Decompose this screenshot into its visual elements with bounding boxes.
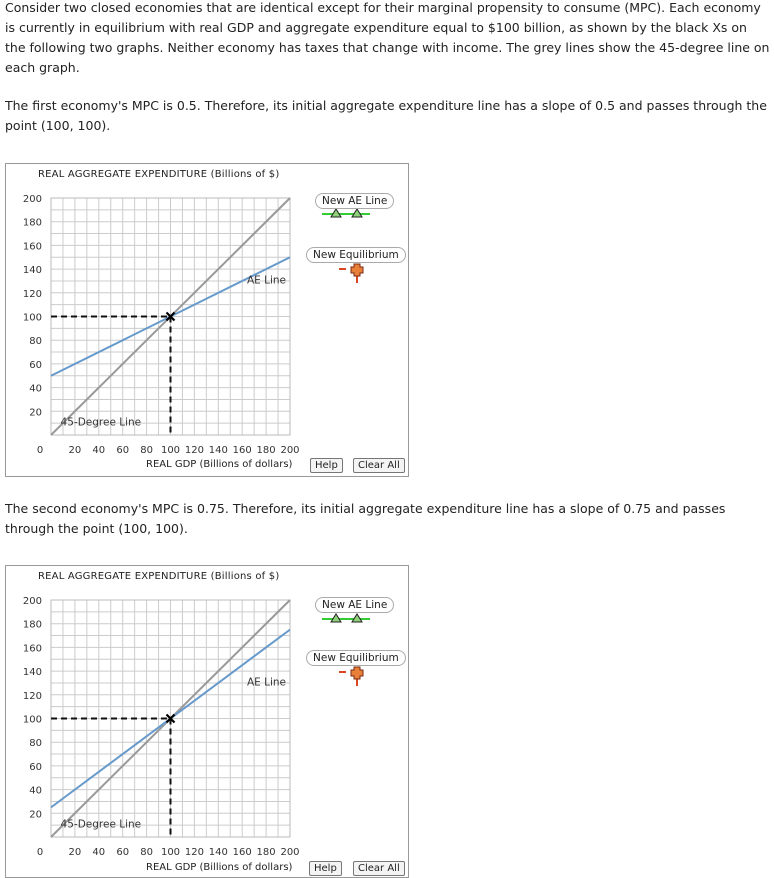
y-tick-label: 40 [29,785,42,797]
y-tick-label: 200 [22,194,42,205]
chart-1 [6,164,410,478]
x-tick-label: 100 [160,847,181,858]
y-tick-label: 180 [22,217,42,229]
y-axis-title: REAL AGGREGATE EXPENDITURE (Billions of $) [38,169,280,180]
ae-line-label: AE Line [246,676,287,689]
help-button[interactable]: Help [310,458,343,473]
economy1-paragraph: The first economy's MPC is 0.5. Therefore, its initial aggregate expenditure line has a slope of 0.5 and passes through the point (100, 100). [5,98,767,133]
origin-label: 0 [36,847,44,858]
y-tick-label: 140 [22,667,42,679]
x-tick-label: 140 [208,847,228,858]
y-tick-label: 80 [29,738,42,750]
x-tick-label: 60 [116,445,130,456]
origin-label: 0 [36,445,44,456]
x-tick-label: 20 [68,445,82,456]
y-tick-label: 40 [29,383,42,395]
clear-all-button[interactable]: Clear All [353,458,405,473]
x-tick-label: 160 [232,847,252,858]
y-tick-label: 200 [22,596,42,607]
y-tick-label: 20 [29,809,42,821]
y-tick-label: 160 [22,241,42,253]
new-equilibrium-tool[interactable]: New Equilibrium [306,247,406,263]
y-tick-label: 100 [22,312,42,324]
x-axis-title: REAL GDP (Billions of dollars) [146,459,293,470]
x-tick-label: 40 [92,445,106,456]
x-axis-title: REAL GDP (Billions of dollars) [146,862,293,873]
new-equilibrium-tool[interactable]: New Equilibrium [306,650,406,666]
new-ae-line-tool[interactable]: New AE Line [315,193,394,209]
ae-line-label: AE Line [246,274,287,287]
x-tick-label: 180 [256,445,276,456]
help-button[interactable]: Help [309,861,342,876]
y-tick-label: 60 [29,761,42,773]
x-tick-label: 80 [140,847,153,858]
y-tick-label: 120 [22,288,42,300]
y-tick-label: 120 [22,690,42,702]
x-tick-label: 200 [280,847,300,858]
degree45-line-label: 45-Degree Line [60,818,142,831]
degree45-line-label: 45-Degree Line [60,416,142,429]
plus-icon [351,667,363,679]
x-tick-label: 100 [160,445,181,456]
x-tick-label: 120 [184,847,204,858]
intro-paragraph: Consider two closed economies that are identical except for their marginal propensity to consume (MPC). Each economy is currently in equilibrium with real GDP and aggregate expenditure equal to $100 billion, as shown by the black Xs on the following two graphs. Neither economy has taxes that change with income. The grey lines show the 45-degree line on each graph. [5,0,770,75]
x-tick-label: 120 [184,445,204,456]
x-tick-label: 180 [256,847,276,858]
plus-icon [351,264,363,276]
x-tick-label: 140 [208,445,228,456]
y-tick-label: 180 [22,619,42,631]
x-tick-label: 160 [232,445,252,456]
new-ae-line-tool[interactable]: New AE Line [315,597,394,613]
x-tick-label: 80 [140,445,153,456]
y-tick-label: 100 [22,714,42,726]
x-tick-label: 20 [68,847,82,858]
x-tick-label: 40 [92,847,106,858]
graph-widget-1 [5,163,409,477]
graph-widget-2 [5,565,409,878]
y-tick-label: 80 [29,336,42,348]
y-tick-label: 60 [29,359,42,371]
clear-all-button[interactable]: Clear All [353,861,405,876]
y-tick-label: 20 [29,407,42,419]
economy2-paragraph: The second economy's MPC is 0.75. Therefore, its initial aggregate expenditure line has a slope of 0.75 and passes through the point (100, 100). [5,501,726,536]
y-tick-label: 160 [22,643,42,655]
y-axis-title: REAL AGGREGATE EXPENDITURE (Billions of $) [38,571,280,582]
x-tick-label: 200 [280,445,300,456]
x-tick-label: 60 [116,847,130,858]
y-tick-label: 140 [22,265,42,277]
